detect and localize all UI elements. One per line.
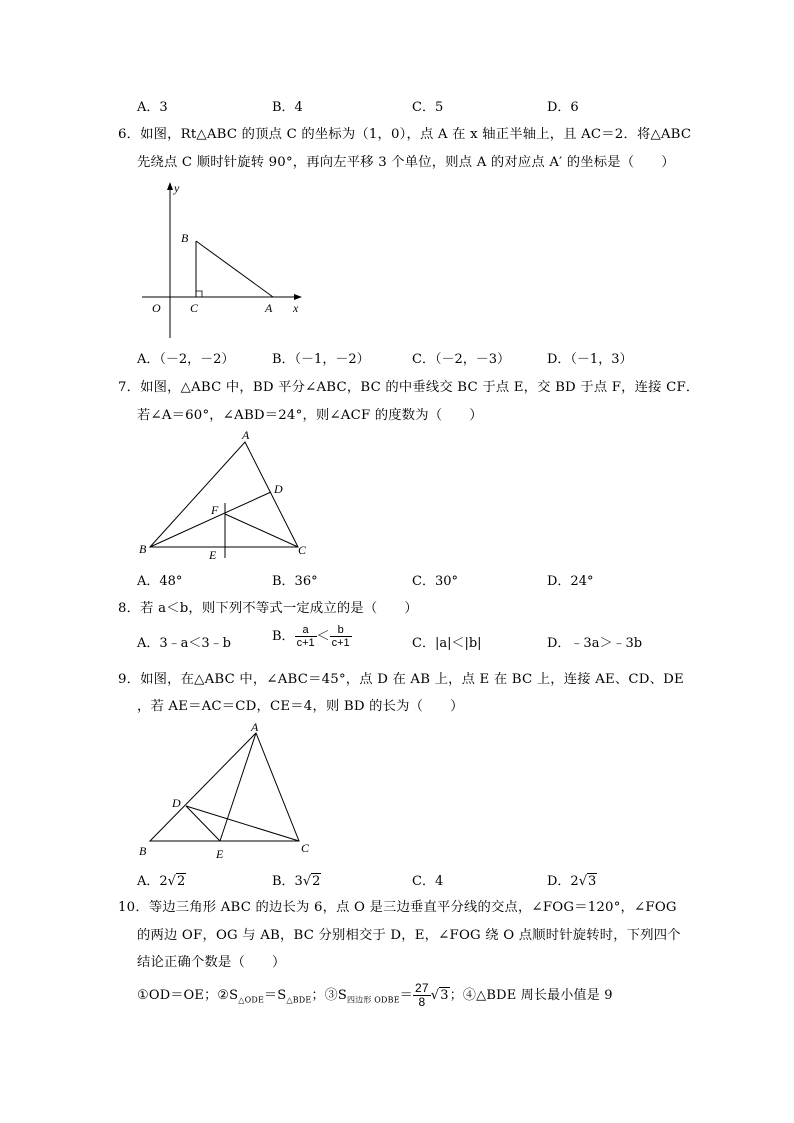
q10-c3-end: ； — [449, 988, 463, 1003]
q9-option-a — [137, 870, 186, 889]
q10-stem-line1: 10．等边三角形 ABC 的边长为 6，点 O 是三边垂直平分线的交点，∠FOG＝120°，∠FOG — [118, 900, 677, 915]
q10-c2-mid: ＝S — [264, 988, 287, 1003]
q8-frac2-num: b — [330, 624, 352, 637]
q6-label-c: C — [190, 301, 199, 315]
q6-label-a: A — [265, 301, 273, 315]
q9-option-b-radicand: 2 — [312, 874, 321, 889]
q10-c3-sub: 四边形 ODBE — [346, 995, 400, 1005]
sqrt-icon: √ — [578, 874, 587, 889]
q7-option-a: A．48° — [137, 574, 183, 589]
q6-option-d: D．（－1，3） — [547, 352, 633, 367]
q9-label-a: A — [251, 720, 259, 734]
q10-conclusion-2 — [217, 988, 324, 1003]
q6-option-c: C．（－2，－3） — [412, 352, 510, 367]
q10-conclusion-4: ④△BDE 周长最小值是 9 — [462, 988, 613, 1003]
q6-label-o: O — [152, 301, 161, 315]
q10-c2-end: ； — [311, 988, 325, 1003]
q9-label-b: B — [139, 844, 147, 858]
q9-figure — [133, 717, 323, 862]
q8-option-a: A．3﹣a＜3﹣b — [137, 636, 232, 651]
sqrt-icon: √ — [430, 988, 440, 1003]
q8-frac2-den: c+1 — [331, 637, 350, 649]
q7-label-b: B — [139, 542, 147, 556]
q5-option-a: A．3 — [137, 100, 168, 115]
q5-option-c: C．5 — [412, 100, 444, 115]
q9-stem-line2: ，若 AE＝AC＝CD，CE＝4，则 BD 的长为（ ） — [137, 699, 464, 714]
sqrt-icon: √ — [167, 874, 176, 889]
q6-figure — [140, 178, 310, 343]
sqrt-icon: √ — [302, 874, 312, 889]
q7-figure — [133, 425, 323, 565]
q7-stem-line1: 7．如图，△ABC 中，BD 平分∠ABC，BC 的中垂线交 BC 于点 E，交 BD 于点 F，连接 CF． — [118, 380, 700, 395]
q5-option-b: B．4 — [272, 100, 303, 115]
q7-label-d: D — [274, 482, 283, 496]
q9-option-d-radicand: 3 — [588, 874, 597, 889]
q10-c3-den: 8 — [418, 995, 426, 1009]
q10-conclusion-1: ①OD＝OE； — [137, 988, 218, 1003]
q9-option-d — [547, 870, 597, 889]
q6-stem-line2: 先绕点 C 顺时针旋转 90°，再向左平移 3 个单位，则点 A 的对应点 A′ 的坐标是（ ） — [137, 155, 675, 170]
q8-stem: 8．若 a＜b，则下列不等式一定成立的是（ ） — [118, 601, 418, 616]
q7-label-f: F — [211, 503, 219, 517]
x-axis-arrow-icon — [294, 294, 302, 300]
q9-label-d: D — [172, 796, 181, 810]
q8-frac1-num: a — [295, 624, 317, 637]
q6-option-a: A．（－2，－2） — [137, 352, 235, 367]
q10-c3-pre: ③S — [324, 988, 347, 1003]
q10-conclusion-3 — [324, 981, 463, 1009]
q9-option-c: C．4 — [412, 874, 444, 889]
q6-stem-line1: 6．如图，Rt△ABC 的顶点 C 的坐标为（1，0），点 A 在 x 轴正半轴上，且 AC＝2．将△ABC — [118, 127, 692, 142]
q7-option-b: B．36° — [272, 574, 318, 589]
q7-label-c: C — [298, 543, 307, 557]
q9-option-b-prefix: B．3 — [272, 874, 303, 889]
q5-option-d: D．6 — [547, 100, 579, 115]
q9-stem-line1: 9．如图，在△ABC 中，∠ABC＝45°，点 D 在 AB 上，点 E 在 BC 上，连接 AE、CD、DE — [118, 672, 684, 687]
y-axis-arrow-icon — [167, 182, 173, 190]
q9-option-d-prefix: D．2 — [547, 874, 579, 889]
q9-option-b — [272, 870, 321, 889]
q8-option-d: D．﹣3a＞﹣3b — [547, 636, 643, 651]
q9-option-a-radicand: 2 — [176, 874, 186, 889]
q8-option-b-rel: ＜ — [316, 629, 330, 644]
q8-frac1-den: c+1 — [296, 637, 315, 649]
q9-label-c: C — [301, 841, 310, 855]
q10-c3-num: 27 — [415, 981, 429, 995]
q7-option-c: C．30° — [412, 574, 458, 589]
q10-conclusions — [137, 982, 613, 1009]
q9-option-a-prefix: A．2 — [137, 874, 168, 889]
q7-option-d: D．24° — [547, 574, 594, 589]
q10-c3-radicand: 3 — [440, 988, 449, 1003]
q7-label-e: E — [209, 548, 217, 562]
q10-c2-sub1: △ODE — [238, 995, 265, 1005]
q8-option-b-prefix: B． — [272, 629, 295, 644]
q9-label-e: E — [216, 847, 224, 861]
q10-c3-eq: ＝ — [399, 988, 413, 1003]
q10-c2-pre: ②S — [217, 988, 239, 1003]
q10-c2-sub2: △BDE — [286, 995, 312, 1005]
q10-stem-line3: 结论正确个数是（ ） — [137, 955, 286, 970]
q8-option-c: C．|a|＜|b| — [412, 636, 482, 651]
q10-stem-line2: 的两边 OF，OG 与 AB，BC 分别相交于 D，E，∠FOG 绕 O 点顺时针旋转时，下列四个 — [137, 928, 681, 943]
q6-option-b: B．（－1，－2） — [272, 352, 370, 367]
q6-label-x: x — [293, 301, 299, 315]
q6-label-b: B — [181, 231, 189, 245]
q7-label-a: A — [242, 428, 250, 442]
q8-option-b — [272, 624, 352, 649]
q6-label-y: y — [174, 181, 180, 195]
q7-stem-line2: 若∠A＝60°，∠ABD＝24°，则∠ACF 的度数为（ ） — [137, 408, 483, 423]
